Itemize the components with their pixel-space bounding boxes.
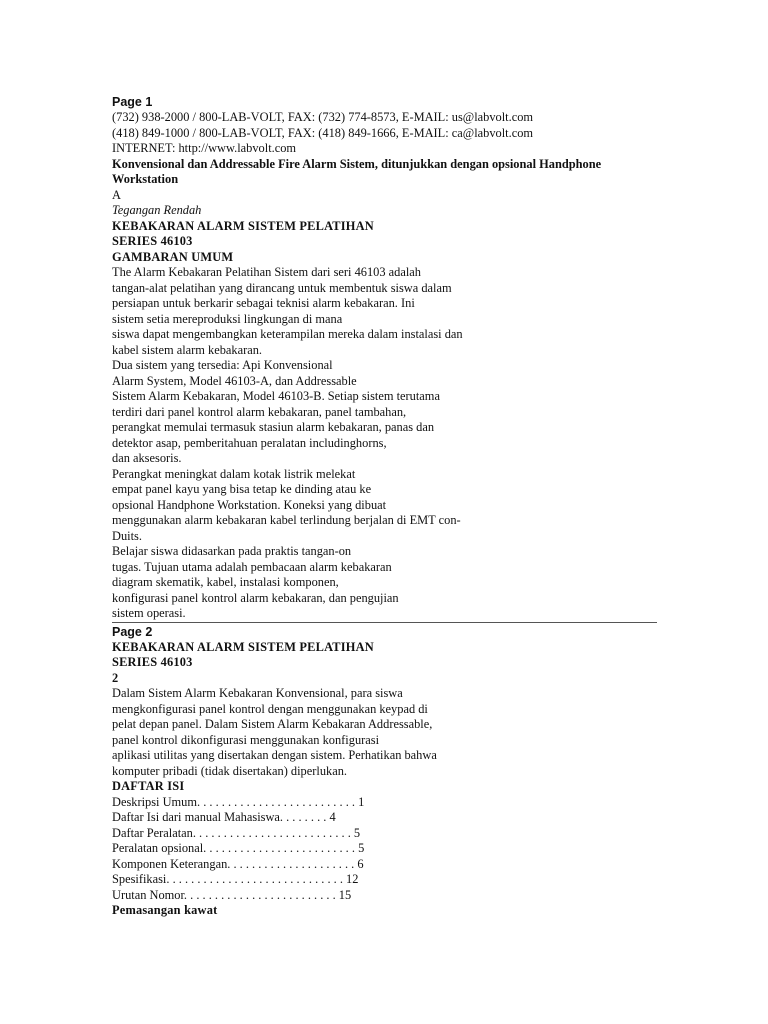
toc-heading: DAFTAR ISI (112, 779, 185, 793)
body-line: Belajar siswa didasarkan pada praktis tangan-on (112, 544, 352, 558)
letter-marker: A (112, 187, 121, 202)
body-line: tangan-alat pelatihan yang dirancang untuk membentuk siswa dalam (112, 280, 452, 295)
body-line: Sistem Alarm Kebakaran, Model 46103-B. Setiap sistem terutama (112, 389, 440, 403)
body-line: opsional Handphone Workstation. Koneksi yang dibuat (112, 497, 387, 512)
table-of-contents (112, 795, 672, 904)
body-line: Duits. (112, 528, 142, 543)
toc-entry: Komponen Keterangan. . . . . . . . . . . . . . . . . . . . . 6 (112, 856, 364, 871)
body-line: mengkonfigurasi panel kontrol dengan menggunakan keypad di (112, 701, 428, 716)
body-line: empat panel kayu yang bisa tetap ke dinding atau ke (112, 482, 372, 496)
body-line: Dua sistem yang tersedia: Api Konvensional (112, 358, 333, 372)
toc-entry: Daftar Peralatan. . . . . . . . . . . . . . . . . . . . . . . . . . 5 (112, 825, 361, 840)
page-2-body (112, 686, 672, 779)
body-line: detektor asap, pemberitahuan peralatan includinghorns, (112, 435, 387, 450)
body-line: pelat depan panel. Dalam Sistem Alarm Kebakaran Addressable, (112, 717, 433, 731)
page-1-title: KEBAKARAN ALARM SISTEM PELATIHAN (112, 218, 374, 233)
body-line: persiapan untuk berkarir sebagai teknisi alarm kebakaran. Ini (112, 296, 415, 310)
body-line: sistem setia mereproduksi lingkungan di mana (112, 311, 343, 326)
page-divider (112, 622, 657, 623)
body-line: dan aksesoris. (112, 451, 182, 465)
toc-entry: Deskripsi Umum. . . . . . . . . . . . . . . . . . . . . . . . . . 1 (112, 794, 365, 809)
body-line: aplikasi utilitas yang disertakan dengan sistem. Perhatikan bahwa (112, 748, 437, 762)
body-line: diagram skematik, kabel, instalasi komponen, (112, 575, 339, 589)
contact-line-us: (732) 938-2000 / 800-LAB-VOLT, FAX: (732) 774-8573, E-MAIL: us@labvolt.com (112, 110, 534, 124)
body-line: terdiri dari panel kontrol alarm kebakaran, panel tambahan, (112, 404, 407, 419)
tagline: Tegangan Rendah (112, 203, 202, 217)
page-2-title: KEBAKARAN ALARM SISTEM PELATIHAN (112, 639, 374, 654)
toc-entry: Peralatan opsional. . . . . . . . . . . . . . . . . . . . . . . . . 5 (112, 841, 365, 855)
body-line: perangkat memulai termasuk stasiun alarm kebakaran, panas dan (112, 420, 435, 434)
page-1-series: SERIES 46103 (112, 234, 193, 248)
document-subtitle: Konvensional dan Addressable Fire Alarm Sistem, ditunjukkan dengan opsional Handphone Workstation (112, 156, 602, 186)
overview-body (112, 265, 672, 622)
body-line: siswa dapat mengembangkan keterampilan mereka dalam instalasi dan (112, 327, 463, 341)
body-line: The Alarm Kebakaran Pelatihan Sistem dari seri 46103 adalah (112, 265, 421, 279)
page-number: 2 (112, 670, 119, 685)
contact-line-ca: (418) 849-1000 / 800-LAB-VOLT, FAX: (418) 849-1666, E-MAIL: ca@labvolt.com (112, 125, 534, 140)
body-line: Perangkat meningkat dalam kotak listrik melekat (112, 466, 356, 481)
body-line: menggunakan alarm kebakaran kabel terlindung berjalan di EMT con- (112, 513, 461, 527)
page-2-series: SERIES 46103 (112, 655, 193, 669)
page-2-label: Page 2 (112, 624, 153, 639)
section-heading-overview: GAMBARAN UMUM (112, 249, 234, 264)
section-heading-wiring: Pemasangan kawat (112, 903, 218, 917)
toc-entry: Daftar Isi dari manual Mahasiswa. . . . . . . . 4 (112, 810, 336, 824)
body-line: panel kontrol dikonfigurasi menggunakan konfigurasi (112, 732, 380, 747)
toc-entry: Urutan Nomor. . . . . . . . . . . . . . . . . . . . . . . . . 15 (112, 887, 352, 902)
body-line: Alarm System, Model 46103-A, dan Addressable (112, 373, 357, 388)
document (112, 93, 672, 919)
body-line: Dalam Sistem Alarm Kebakaran Konvensional, para siswa (112, 686, 403, 700)
contact-line-internet: INTERNET: http://www.labvolt.com (112, 141, 297, 155)
page-1-label: Page 1 (112, 95, 153, 109)
body-line: sistem operasi. (112, 606, 186, 620)
toc-entry: Spesifikasi. . . . . . . . . . . . . . . . . . . . . . . . . . . . . 12 (112, 872, 359, 886)
body-line: kabel sistem alarm kebakaran. (112, 342, 263, 357)
body-line: tugas. Tujuan utama adalah pembacaan alarm kebakaran (112, 559, 392, 574)
body-line: komputer pribadi (tidak disertakan) diperlukan. (112, 763, 348, 778)
body-line: konfigurasi panel kontrol alarm kebakaran, dan pengujian (112, 590, 399, 605)
